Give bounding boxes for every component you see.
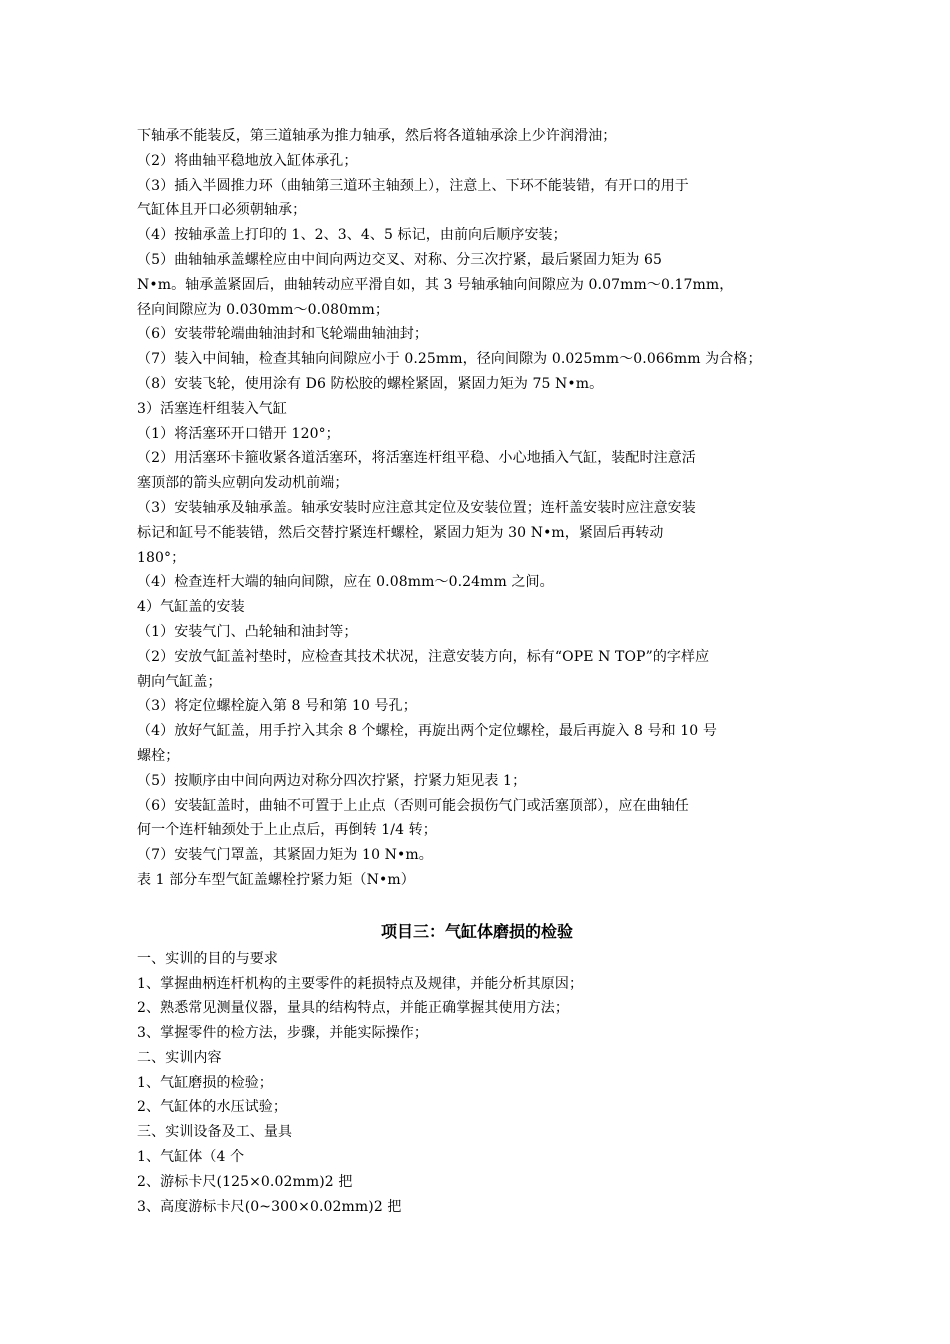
text-line: 3、掌握零件的检方法，步骤，并能实际操作；	[137, 1025, 429, 1042]
text-line: （3）插入半圆推力环（曲轴第三道环主轴颈上），注意上、下环不能装错，有开口的用于	[137, 177, 689, 194]
text-line: （1）将活塞环开口错开 120°；	[137, 425, 340, 442]
text-line: （5）曲轴轴承盖螺栓应由中间向两边交叉、对称、分三次拧紧，最后紧固力矩为 65	[137, 251, 663, 268]
text-line: （2）安放气缸盖衬垫时，应检查其技术状况，注意安装方向，标有“OPE N TOP”的字样应	[137, 648, 710, 665]
text-line: 3、高度游标卡尺(0~300×0.02mm)2 把	[137, 1198, 402, 1215]
table-caption: 表 1 部分车型气缸盖螺栓拧紧力矩（N•m）	[137, 871, 415, 888]
text-line: （3）将定位螺栓旋入第 8 号和第 10 号孔；	[137, 698, 417, 715]
section-gap	[137, 893, 817, 917]
text-line: N•m。轴承盖紧固后，曲轴转动应平滑自如，其 3 号轴承轴向间隙应为 0.07mm～0.17mm，	[137, 276, 734, 293]
text-line: 一、实训的目的与要求	[137, 950, 278, 967]
text-line: 塞顶部的箭头应朝向发动机前端；	[137, 475, 349, 492]
text-line: （6）安装缸盖时，曲轴不可置于上止点（否则可能会损伤气门或活塞顶部），应在曲轴任	[137, 797, 689, 814]
text-line: 标记和缸号不能装错，然后交替拧紧连杆螺栓，紧固力矩为 30 N•m，紧固后再转动	[137, 524, 664, 541]
document-page	[137, 124, 817, 1219]
text-line: 三、实训设备及工、量具	[137, 1124, 293, 1141]
subsection-title: 3）活塞连杆组装入气缸	[137, 400, 288, 417]
section-heading: 项目三：气缸体磨损的检验	[380, 921, 573, 941]
text-line: （3）安装轴承及轴承盖。轴承安装时应注意其定位及安装位置；连杆盖安装时应注意安装	[137, 499, 696, 516]
text-line: 2、游标卡尺(125×0.02mm)2 把	[137, 1173, 353, 1190]
text-line: 2、熟悉常见测量仪器，量具的结构特点，并能正确掌握其使用方法；	[137, 1000, 570, 1017]
text-line: （7）安装气门罩盖，其紧固力矩为 10 N•m。	[137, 847, 433, 864]
text-line: 1、掌握曲柄连杆机构的主要零件的耗损特点及规律，并能分析其原因；	[137, 975, 584, 992]
text-line: 何一个连杆轴颈处于上止点后，再倒转 1/4 转；	[137, 822, 437, 839]
text-line: （4）按轴承盖上打印的 1、2、3、4、5 标记，由前向后顺序安装；	[137, 227, 567, 244]
text-line: 朝向气缸盖；	[137, 673, 222, 690]
text-line: 径向间隙应为 0.030mm～0.080mm；	[137, 301, 390, 318]
subsection-title: 4）气缸盖的安装	[137, 599, 245, 616]
text-line: （4）放好气缸盖，用手拧入其余 8 个螺栓，再旋出两个定位螺栓，最后再旋入 8 号和 10 号	[137, 723, 717, 740]
text-line: （5）按顺序由中间向两边对称分四次拧紧，拧紧力矩见表 1；	[137, 772, 527, 789]
text-line: 下轴承不能装反，第三道轴承为推力轴承，然后将各道轴承涂上少许润滑油；	[137, 128, 617, 144]
text-line: （8）安装飞轮，使用涂有 D6 防松胶的螺栓紧固，紧固力矩为 75 N•m。	[137, 375, 604, 392]
text-line: 2、气缸体的水压试验；	[137, 1099, 288, 1116]
section-assembly-steps	[137, 124, 817, 893]
text-line: （4）检查连杆大端的轴向间隙，应在 0.08mm～0.24mm 之间。	[137, 574, 554, 591]
text-line: 螺栓；	[137, 747, 180, 764]
text-line: 气缸体且开口必须朝轴承；	[137, 202, 307, 219]
text-line: （2）将曲轴平稳地放入缸体承孔；	[137, 152, 358, 169]
text-line: （7）装入中间轴，检查其轴向间隙应小于 0.25mm，径向间隙为 0.025mm～0.066mm 为合格；	[137, 351, 762, 368]
text-line: 二、实训内容	[137, 1049, 222, 1066]
text-line: （2）用活塞环卡箍收紧各道活塞环，将活塞连杆组平稳、小心地插入气缸，装配时注意活	[137, 450, 696, 467]
text-line: （1）安装气门、凸轮轴和油封等；	[137, 623, 358, 640]
text-line: 1、气缸磨损的检验；	[137, 1074, 273, 1091]
text-line: （6）安装带轮端曲轴油封和飞轮端曲轴油封；	[137, 326, 429, 343]
text-line: 180°；	[137, 549, 186, 566]
text-line: 1、气缸体（4 个	[137, 1149, 245, 1166]
section-project-three	[137, 917, 817, 1220]
